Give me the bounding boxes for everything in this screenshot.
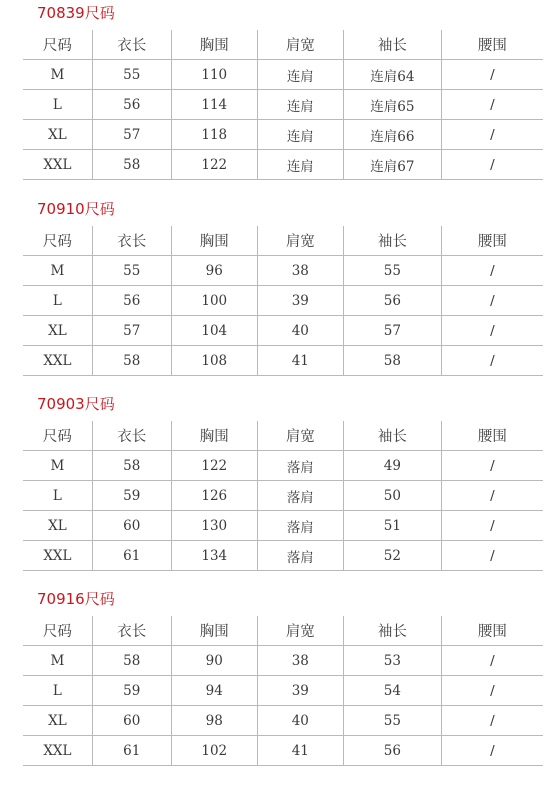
cell-length: 58 xyxy=(92,346,171,376)
cell-sleeve: 连肩64 xyxy=(343,60,441,90)
header-length: 衣长 xyxy=(92,30,171,60)
header-waist: 腰围 xyxy=(441,421,543,451)
cell-size: L xyxy=(23,676,92,706)
cell-sleeve: 连肩66 xyxy=(343,120,441,150)
cell-shoulder: 39 xyxy=(257,676,343,706)
cell-shoulder: 连肩 xyxy=(257,150,343,180)
cell-shoulder: 38 xyxy=(257,646,343,676)
cell-waist: / xyxy=(441,256,543,286)
table-row xyxy=(23,90,543,120)
cell-sleeve: 连肩67 xyxy=(343,150,441,180)
cell-sleeve: 57 xyxy=(343,316,441,346)
table-row xyxy=(23,736,543,766)
cell-waist: / xyxy=(441,736,543,766)
cell-waist: / xyxy=(441,541,543,571)
section-title: 70916尺码 xyxy=(37,590,115,608)
cell-shoulder: 落肩 xyxy=(257,451,343,481)
table-row xyxy=(23,706,543,736)
cell-sleeve: 56 xyxy=(343,286,441,316)
cell-shoulder: 39 xyxy=(257,286,343,316)
cell-sleeve: 51 xyxy=(343,511,441,541)
cell-size: XL xyxy=(23,706,92,736)
cell-chest: 118 xyxy=(171,120,257,150)
cell-chest: 134 xyxy=(171,541,257,571)
cell-length: 61 xyxy=(92,736,171,766)
header-size: 尺码 xyxy=(23,616,92,646)
cell-length: 58 xyxy=(92,150,171,180)
cell-chest: 96 xyxy=(171,256,257,286)
cell-waist: / xyxy=(441,451,543,481)
size-table xyxy=(23,226,543,376)
cell-size: XXL xyxy=(23,346,92,376)
cell-size: M xyxy=(23,451,92,481)
table-row xyxy=(23,646,543,676)
cell-waist: / xyxy=(441,90,543,120)
header-waist: 腰围 xyxy=(441,616,543,646)
section-title: 70910尺码 xyxy=(37,200,115,218)
cell-size: XXL xyxy=(23,541,92,571)
cell-chest: 126 xyxy=(171,481,257,511)
header-sleeve: 袖长 xyxy=(343,226,441,256)
cell-size: XXL xyxy=(23,736,92,766)
table-row xyxy=(23,150,543,180)
cell-chest: 104 xyxy=(171,316,257,346)
cell-waist: / xyxy=(441,150,543,180)
header-shoulder: 肩宽 xyxy=(257,226,343,256)
cell-shoulder: 40 xyxy=(257,706,343,736)
cell-chest: 122 xyxy=(171,150,257,180)
header-sleeve: 袖长 xyxy=(343,30,441,60)
table-row xyxy=(23,60,543,90)
cell-length: 59 xyxy=(92,481,171,511)
cell-size: L xyxy=(23,90,92,120)
cell-sleeve: 49 xyxy=(343,451,441,481)
header-row xyxy=(23,616,543,646)
cell-length: 58 xyxy=(92,451,171,481)
cell-shoulder: 落肩 xyxy=(257,511,343,541)
cell-chest: 110 xyxy=(171,60,257,90)
table-row xyxy=(23,541,543,571)
table-row xyxy=(23,120,543,150)
header-shoulder: 肩宽 xyxy=(257,616,343,646)
cell-waist: / xyxy=(441,60,543,90)
section-title: 70839尺码 xyxy=(37,4,115,22)
cell-sleeve: 52 xyxy=(343,541,441,571)
cell-sleeve: 55 xyxy=(343,706,441,736)
cell-size: XL xyxy=(23,511,92,541)
header-chest: 胸围 xyxy=(171,616,257,646)
cell-waist: / xyxy=(441,120,543,150)
cell-shoulder: 落肩 xyxy=(257,481,343,511)
cell-chest: 94 xyxy=(171,676,257,706)
cell-length: 56 xyxy=(92,90,171,120)
header-waist: 腰围 xyxy=(441,30,543,60)
header-shoulder: 肩宽 xyxy=(257,30,343,60)
cell-waist: / xyxy=(441,346,543,376)
section-title: 70903尺码 xyxy=(37,395,115,413)
cell-sleeve: 54 xyxy=(343,676,441,706)
cell-size: L xyxy=(23,481,92,511)
header-sleeve: 袖长 xyxy=(343,616,441,646)
cell-shoulder: 40 xyxy=(257,316,343,346)
cell-length: 60 xyxy=(92,706,171,736)
header-length: 衣长 xyxy=(92,421,171,451)
cell-chest: 108 xyxy=(171,346,257,376)
header-sleeve: 袖长 xyxy=(343,421,441,451)
header-size: 尺码 xyxy=(23,421,92,451)
cell-length: 61 xyxy=(92,541,171,571)
cell-chest: 102 xyxy=(171,736,257,766)
size-table xyxy=(23,616,543,766)
table-row xyxy=(23,481,543,511)
cell-chest: 122 xyxy=(171,451,257,481)
header-row xyxy=(23,30,543,60)
cell-chest: 98 xyxy=(171,706,257,736)
cell-waist: / xyxy=(441,286,543,316)
table-row xyxy=(23,676,543,706)
cell-size: L xyxy=(23,286,92,316)
cell-shoulder: 落肩 xyxy=(257,541,343,571)
cell-chest: 90 xyxy=(171,646,257,676)
cell-shoulder: 41 xyxy=(257,346,343,376)
cell-length: 56 xyxy=(92,286,171,316)
cell-sleeve: 53 xyxy=(343,646,441,676)
cell-shoulder: 连肩 xyxy=(257,60,343,90)
size-table xyxy=(23,30,543,180)
cell-waist: / xyxy=(441,511,543,541)
cell-sleeve: 50 xyxy=(343,481,441,511)
header-size: 尺码 xyxy=(23,30,92,60)
cell-chest: 100 xyxy=(171,286,257,316)
header-chest: 胸围 xyxy=(171,30,257,60)
cell-chest: 114 xyxy=(171,90,257,120)
header-row xyxy=(23,226,543,256)
cell-size: XXL xyxy=(23,150,92,180)
cell-length: 55 xyxy=(92,256,171,286)
cell-waist: / xyxy=(441,481,543,511)
table-row xyxy=(23,346,543,376)
table-row xyxy=(23,256,543,286)
size-table xyxy=(23,421,543,571)
cell-shoulder: 41 xyxy=(257,736,343,766)
cell-length: 59 xyxy=(92,676,171,706)
cell-sleeve: 56 xyxy=(343,736,441,766)
header-row xyxy=(23,421,543,451)
cell-size: M xyxy=(23,60,92,90)
header-length: 衣长 xyxy=(92,616,171,646)
cell-size: M xyxy=(23,646,92,676)
header-waist: 腰围 xyxy=(441,226,543,256)
cell-shoulder: 连肩 xyxy=(257,90,343,120)
cell-sleeve: 连肩65 xyxy=(343,90,441,120)
cell-size: XL xyxy=(23,316,92,346)
cell-length: 60 xyxy=(92,511,171,541)
table-row xyxy=(23,511,543,541)
cell-sleeve: 55 xyxy=(343,256,441,286)
table-row xyxy=(23,286,543,316)
header-chest: 胸围 xyxy=(171,421,257,451)
cell-waist: / xyxy=(441,316,543,346)
cell-size: M xyxy=(23,256,92,286)
header-length: 衣长 xyxy=(92,226,171,256)
header-chest: 胸围 xyxy=(171,226,257,256)
cell-length: 55 xyxy=(92,60,171,90)
cell-length: 57 xyxy=(92,120,171,150)
cell-shoulder: 连肩 xyxy=(257,120,343,150)
cell-size: XL xyxy=(23,120,92,150)
cell-waist: / xyxy=(441,676,543,706)
cell-sleeve: 58 xyxy=(343,346,441,376)
table-row xyxy=(23,451,543,481)
cell-length: 58 xyxy=(92,646,171,676)
header-shoulder: 肩宽 xyxy=(257,421,343,451)
cell-shoulder: 38 xyxy=(257,256,343,286)
cell-waist: / xyxy=(441,646,543,676)
cell-waist: / xyxy=(441,706,543,736)
cell-chest: 130 xyxy=(171,511,257,541)
table-row xyxy=(23,316,543,346)
cell-length: 57 xyxy=(92,316,171,346)
header-size: 尺码 xyxy=(23,226,92,256)
